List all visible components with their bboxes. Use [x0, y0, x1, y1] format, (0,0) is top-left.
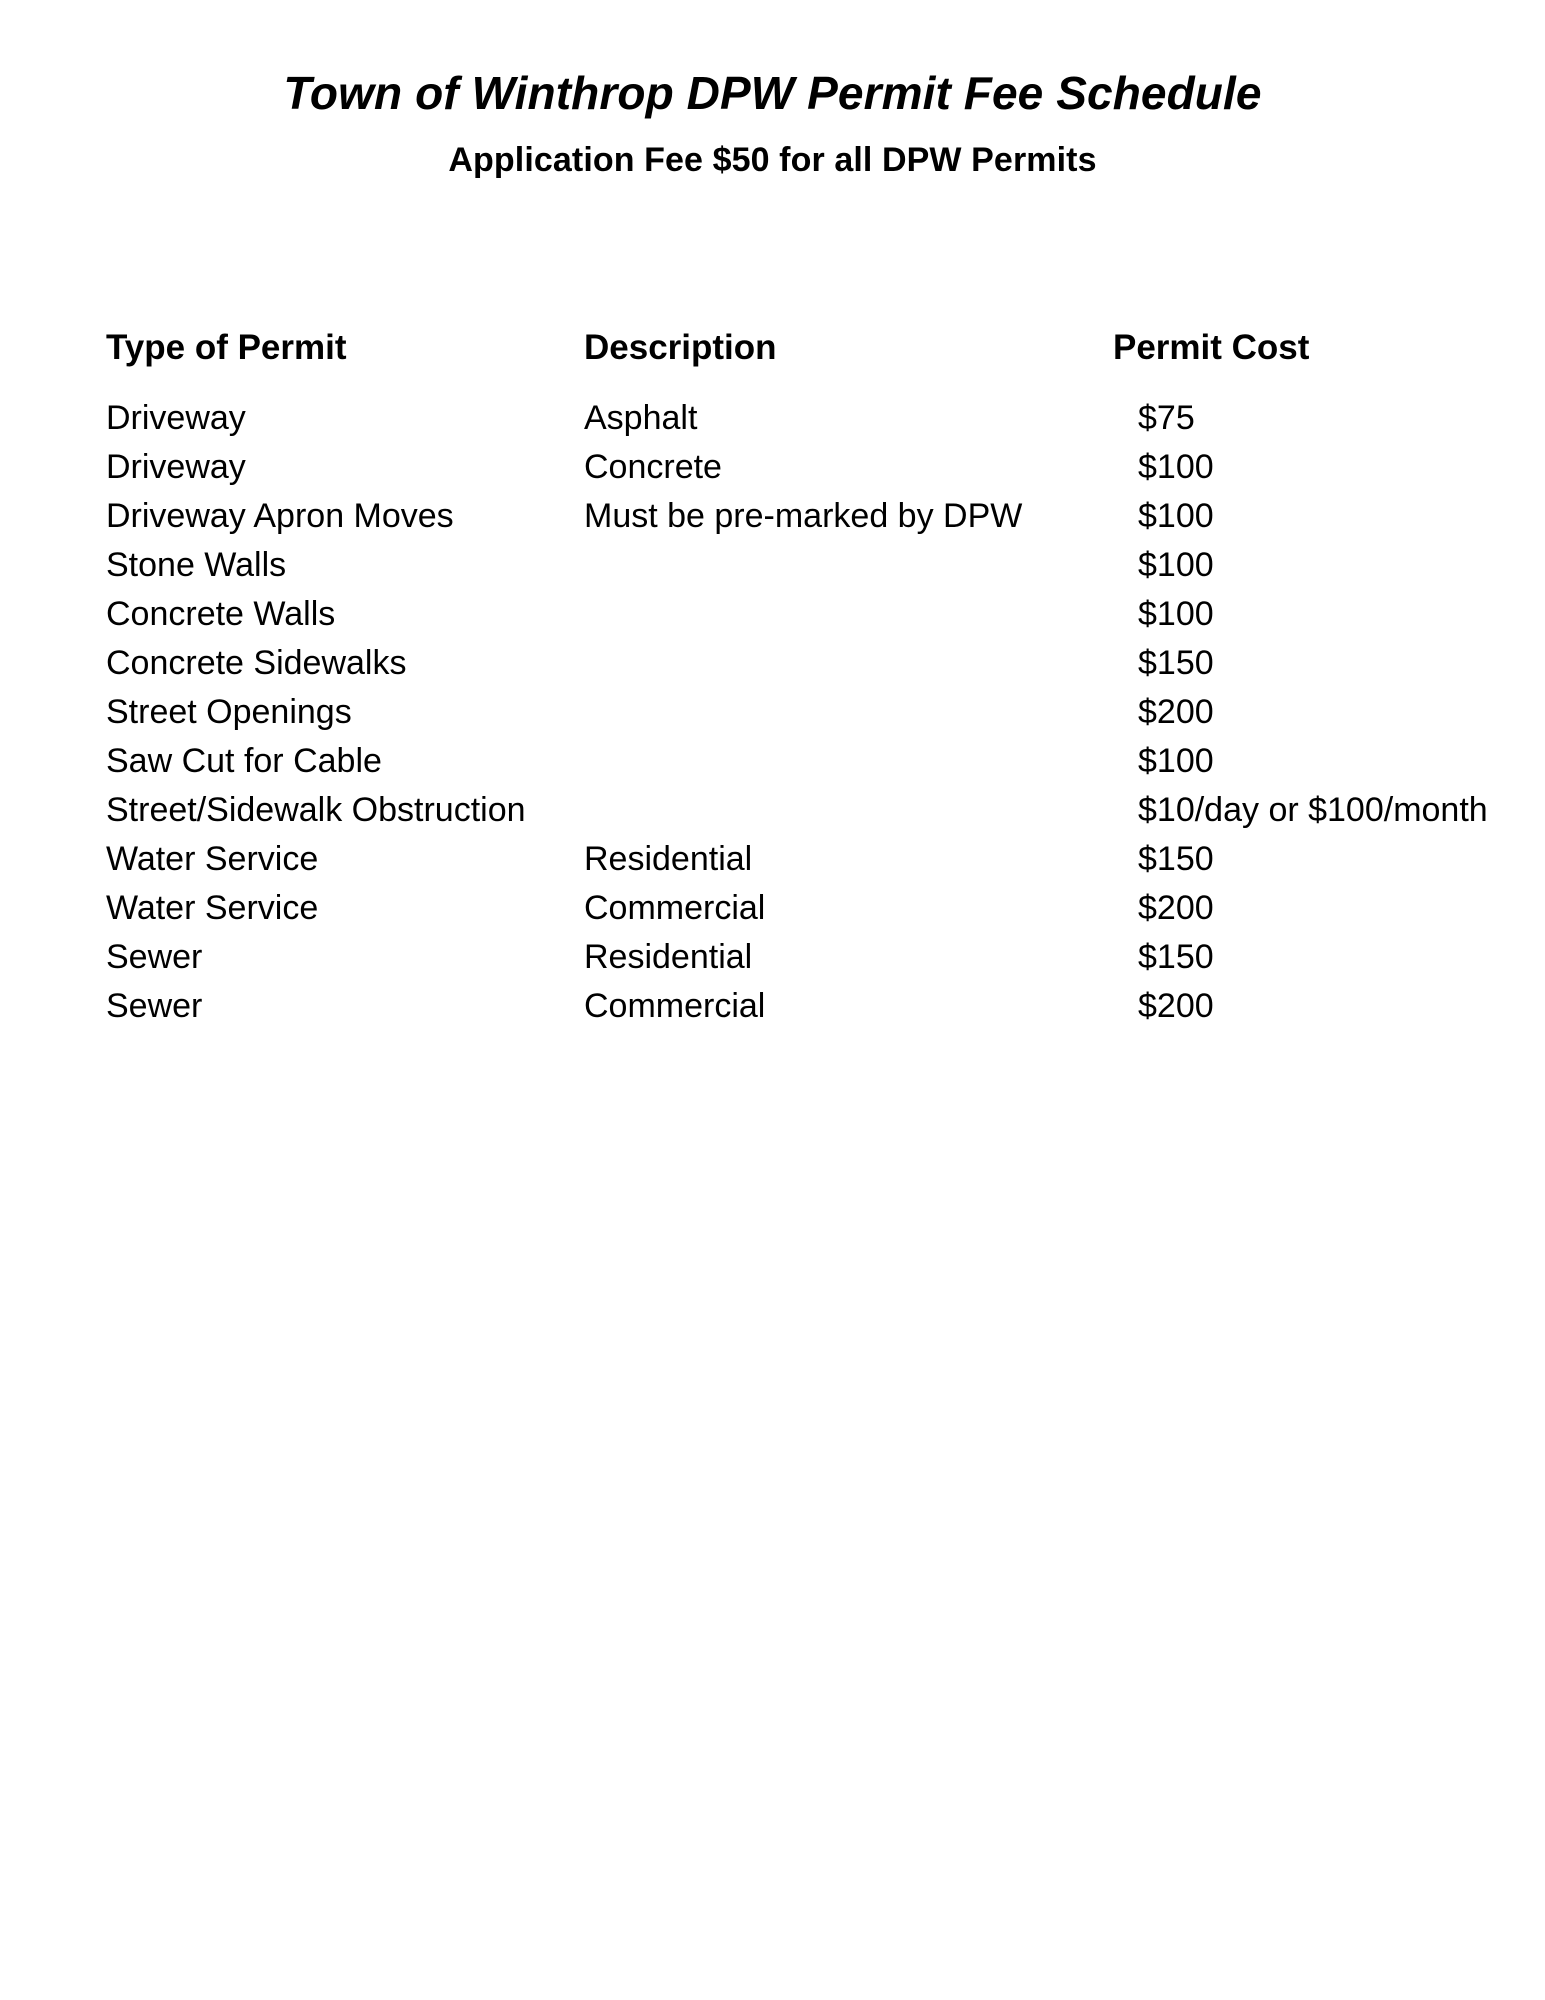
table-row: [106, 394, 1506, 443]
cell-type-of-permit: Sewer: [106, 987, 203, 1025]
table-header: [106, 320, 1506, 394]
table-row: [106, 835, 1506, 884]
cell-description: Commercial: [584, 889, 766, 927]
cell-permit-cost: $100: [1138, 448, 1214, 486]
cell-permit-cost: $100: [1138, 546, 1214, 584]
cell-type-of-permit: Driveway Apron Moves: [106, 497, 454, 535]
cell-permit-cost: $150: [1138, 938, 1214, 976]
cell-description: [584, 541, 1109, 590]
cell-permit-cost: $100: [1138, 497, 1214, 535]
cell-type-of-permit: Concrete Sidewalks: [106, 644, 407, 682]
cell-description: [584, 688, 1109, 737]
cell-type-of-permit: Water Service: [106, 840, 319, 878]
cell-permit-cost: $75: [1138, 399, 1195, 437]
cell-type-of-permit: Concrete Walls: [106, 595, 336, 633]
column-header-description: Description: [584, 328, 777, 367]
cell-description: [584, 786, 1109, 835]
cell-permit-cost: $200: [1138, 889, 1214, 927]
cell-description: Residential: [584, 840, 753, 878]
cell-type-of-permit: Sewer: [106, 938, 203, 976]
cell-type-of-permit: Stone Walls: [106, 546, 287, 584]
table-row: [106, 737, 1506, 786]
cell-permit-cost: $10/day or $100/month: [1138, 791, 1488, 829]
table-row: [106, 639, 1506, 688]
cell-permit-cost: $100: [1138, 742, 1214, 780]
table-row: [106, 590, 1506, 639]
table-row: [106, 884, 1506, 933]
cell-permit-cost: $100: [1138, 595, 1214, 633]
table-row: [106, 982, 1506, 1031]
permit-fee-table: [106, 320, 1506, 1031]
column-header-type-of-permit: Type of Permit: [106, 328, 347, 367]
cell-type-of-permit: Driveway: [106, 399, 246, 437]
page-subtitle: Application Fee $50 for all DPW Permits: [448, 141, 1097, 180]
cell-permit-cost: $200: [1138, 693, 1214, 731]
cell-type-of-permit: Street/Sidewalk Obstruction: [106, 791, 526, 829]
table-row: [106, 786, 1506, 835]
cell-permit-cost: $150: [1138, 840, 1214, 878]
cell-description: [584, 590, 1109, 639]
cell-type-of-permit: Saw Cut for Cable: [106, 742, 382, 780]
cell-type-of-permit: Water Service: [106, 889, 319, 927]
cell-type-of-permit: Street Openings: [106, 693, 352, 731]
table-row: [106, 443, 1506, 492]
cell-description: Concrete: [584, 448, 722, 486]
cell-description: Asphalt: [584, 399, 698, 437]
cell-description: Residential: [584, 938, 753, 976]
cell-description: [584, 737, 1109, 786]
table-row: [106, 541, 1506, 590]
table-body: [106, 394, 1506, 1031]
cell-description: Must be pre-marked by DPW: [584, 497, 1023, 535]
cell-permit-cost: $200: [1138, 987, 1214, 1025]
cell-permit-cost: $150: [1138, 644, 1214, 682]
page-title: Town of Winthrop DPW Permit Fee Schedule: [283, 66, 1262, 119]
table-row: [106, 688, 1506, 737]
cell-type-of-permit: Driveway: [106, 448, 246, 486]
table-row: [106, 933, 1506, 982]
table-row: [106, 492, 1506, 541]
table-header-row: [106, 320, 1506, 394]
column-header-permit-cost: Permit Cost: [1113, 328, 1310, 367]
cell-description: Commercial: [584, 987, 766, 1025]
cell-description: [584, 639, 1109, 688]
